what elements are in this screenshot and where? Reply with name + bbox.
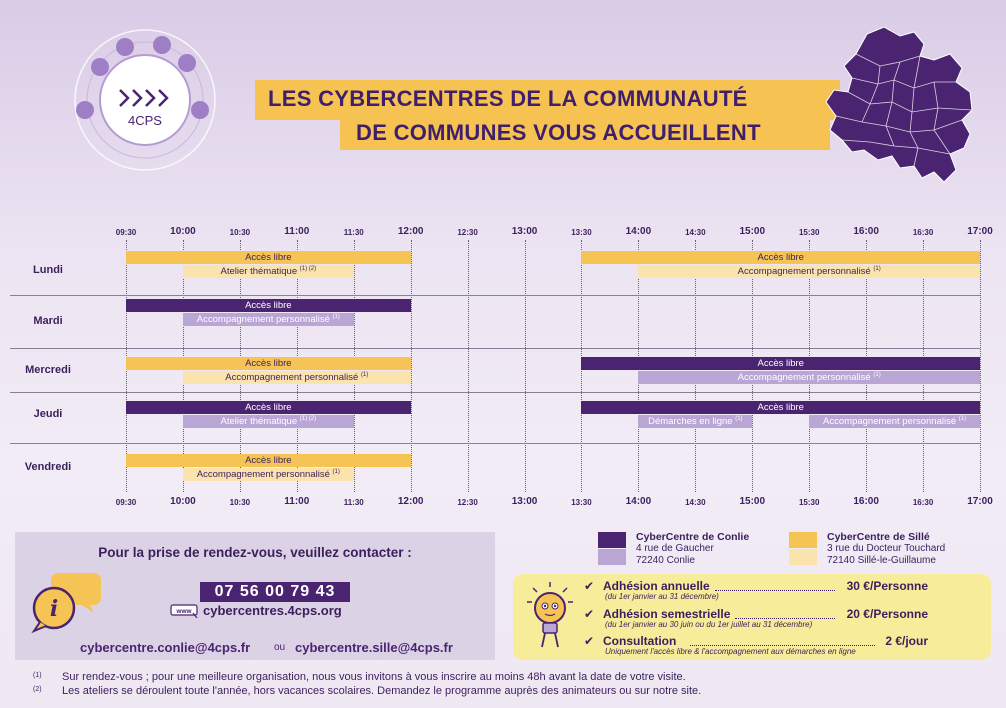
schedule-bar-note: (1) bbox=[735, 416, 743, 422]
schedule-bar-note: (1) bbox=[873, 372, 881, 378]
legend-swatch-conlie-dark bbox=[598, 532, 626, 548]
pricing-leader bbox=[735, 618, 835, 619]
tick-top: 11:00 bbox=[284, 226, 310, 237]
legend-conlie-address1: 4 rue de Gaucher bbox=[636, 543, 714, 554]
lightbulb-mascot-icon bbox=[525, 580, 575, 652]
tick-top: 10:30 bbox=[229, 228, 251, 237]
schedule-bar bbox=[183, 265, 354, 278]
schedule-bar bbox=[126, 454, 411, 467]
tick-bottom: 12:00 bbox=[397, 496, 424, 507]
schedule-bar-label: Accès libre bbox=[757, 358, 804, 369]
logo-text: 4CPS bbox=[128, 113, 162, 128]
schedule-bar-label: Accès libre bbox=[245, 455, 292, 466]
schedule-bar bbox=[581, 357, 980, 370]
schedule-bar-label: Accès libre bbox=[245, 358, 292, 369]
footnote-mark: (1) bbox=[33, 672, 42, 679]
tick-bottom: 11:00 bbox=[284, 496, 310, 507]
schedule-bar-note: (1) bbox=[873, 266, 881, 272]
schedule-bar-note: (1) bbox=[958, 416, 967, 422]
or-separator: ou bbox=[274, 642, 286, 653]
legend-conlie-name: CyberCentre de Conlie bbox=[636, 531, 750, 543]
tick-bottom: 15:00 bbox=[739, 496, 766, 507]
tick-bottom: 11:30 bbox=[343, 498, 364, 507]
schedule-bar bbox=[638, 415, 752, 428]
schedule-bar-label: Accompagnement personnalisé bbox=[196, 469, 330, 480]
check-icon: ✔ bbox=[584, 579, 595, 593]
day-separator bbox=[10, 348, 980, 349]
tick-top: 14:00 bbox=[625, 226, 652, 237]
schedule-bar-note: (1) bbox=[360, 372, 369, 378]
www-badge: www bbox=[176, 608, 192, 615]
pricing-price: 30 €/Personne bbox=[846, 579, 928, 593]
tick-top: 14:30 bbox=[685, 228, 706, 237]
globe-www-icon bbox=[170, 604, 200, 618]
legend-sille-address1: 3 rue du Docteur Touchard bbox=[827, 543, 946, 554]
tick-top: 16:00 bbox=[853, 226, 879, 237]
phone-number[interactable]: 07 56 00 79 43 bbox=[214, 583, 336, 600]
schedule-bar bbox=[183, 468, 354, 481]
schedule-bar-note: (1) bbox=[332, 314, 340, 320]
schedule-bar-label: Atelier thématique bbox=[220, 416, 298, 427]
pricing-leader bbox=[715, 590, 835, 591]
time-gridline bbox=[980, 240, 981, 492]
tick-top: 12:30 bbox=[457, 228, 478, 237]
legend-sille-address2: 72140 Sillé-le-Guillaume bbox=[827, 555, 936, 566]
tick-top: 16:30 bbox=[912, 228, 934, 237]
schedule-bar-label: Atelier thématique bbox=[220, 266, 298, 277]
schedule-bar-label: Accompagnement personnalisé bbox=[225, 372, 359, 383]
tick-bottom: 16:00 bbox=[853, 496, 879, 507]
pricing-note: (du 1er janvier au 31 décembre) bbox=[605, 592, 719, 601]
schedule-bar bbox=[638, 371, 980, 384]
pricing-label: Adhésion semestrielle bbox=[603, 607, 731, 621]
schedule-bar-note: (1) (2) bbox=[299, 416, 317, 422]
tick-bottom: 14:30 bbox=[685, 498, 706, 507]
legend-swatch-conlie-light bbox=[598, 549, 626, 565]
tick-bottom: 10:00 bbox=[170, 496, 196, 507]
schedule-bar-label: Accès libre bbox=[757, 402, 804, 413]
email-sille-link[interactable]: cybercentre.sille@4cps.fr bbox=[295, 640, 453, 655]
pricing-price: 20 €/Personne bbox=[846, 607, 928, 621]
schedule-bar bbox=[809, 415, 980, 428]
tick-top: 12:00 bbox=[397, 226, 424, 237]
tick-top: 17:00 bbox=[967, 226, 993, 237]
footnote-text: Les ateliers se déroulent toute l'année, hors vacances scolaires. Demandez le programme auprès des animateurs ou sur notre site. bbox=[62, 685, 702, 697]
pricing-label: Consultation bbox=[603, 634, 677, 648]
tick-top: 10:00 bbox=[170, 226, 196, 237]
day-label: Jeudi bbox=[33, 408, 63, 420]
pricing-note: Uniquement l'accès libre & l'accompagnement aux démarches en ligne bbox=[605, 647, 856, 656]
schedule-bar bbox=[581, 251, 980, 264]
pricing-note: (du 1er janvier au 30 juin ou du 1er juillet au 31 décembre) bbox=[605, 620, 813, 629]
schedule-bar bbox=[183, 415, 354, 428]
tick-bottom: 16:30 bbox=[912, 498, 934, 507]
schedule-bar bbox=[183, 371, 411, 384]
email-conlie-link[interactable]: cybercentre.conlie@4cps.fr bbox=[80, 640, 251, 655]
pricing-label: Adhésion annuelle bbox=[603, 579, 710, 593]
tick-top: 11:30 bbox=[343, 228, 364, 237]
tick-bottom: 10:30 bbox=[229, 498, 251, 507]
day-label: Vendredi bbox=[24, 461, 72, 473]
legend-swatch-sille-dark bbox=[789, 532, 817, 548]
day-separator bbox=[10, 392, 980, 393]
time-gridline bbox=[411, 240, 412, 492]
tick-top: 13:30 bbox=[571, 228, 592, 237]
schedule-bar bbox=[581, 401, 980, 414]
legend-sille-name: CyberCentre de Sillé bbox=[827, 531, 930, 543]
tick-top: 15:30 bbox=[798, 228, 820, 237]
schedule-bar bbox=[183, 313, 354, 326]
legend-conlie-address2: 72240 Conlie bbox=[636, 555, 695, 566]
schedule-bar-label: Accompagnement personnalisé bbox=[737, 266, 871, 277]
check-icon: ✔ bbox=[584, 634, 595, 648]
schedule-bar bbox=[126, 401, 411, 414]
pricing-leader bbox=[690, 645, 875, 646]
schedule-bar-note: (1) (2) bbox=[299, 266, 317, 272]
legend-swatch-sille-light bbox=[789, 549, 817, 565]
time-gridline bbox=[525, 240, 526, 492]
schedule-bar-label: Accompagnement personnalisé bbox=[737, 372, 871, 383]
day-label: Lundi bbox=[33, 264, 63, 276]
schedule-bar-label: Accès libre bbox=[245, 300, 292, 311]
tick-top: 09:30 bbox=[115, 228, 137, 237]
schedule-bar-label: Accompagnement personnalisé bbox=[196, 314, 330, 325]
day-label: Mercredi bbox=[25, 364, 71, 376]
day-label: Mardi bbox=[33, 315, 63, 327]
schedule-bar-label: Accès libre bbox=[757, 252, 804, 263]
schedule-bar-note: (1) bbox=[332, 469, 340, 475]
tick-bottom: 14:00 bbox=[625, 496, 652, 507]
schedule-bar-label: Accès libre bbox=[245, 402, 292, 413]
website-link[interactable]: cybercentres.4cps.org bbox=[203, 603, 342, 618]
schedule-bar bbox=[126, 299, 411, 312]
day-separator bbox=[10, 295, 980, 296]
schedule-bar bbox=[126, 251, 411, 264]
schedule-bar bbox=[638, 265, 980, 278]
info-speech-bubble-icon bbox=[28, 568, 103, 633]
pricing-price: 2 €/jour bbox=[885, 634, 928, 648]
day-separator bbox=[10, 443, 980, 444]
tick-bottom: 17:00 bbox=[967, 496, 993, 507]
tick-bottom: 13:30 bbox=[571, 498, 592, 507]
schedule-bar-label: Accompagnement personnalisé bbox=[823, 416, 957, 427]
tick-bottom: 09:30 bbox=[115, 498, 137, 507]
footnote-text: Sur rendez-vous ; pour une meilleure organisation, nous vous invitons à vous inscrire au moins 48h avant la date de votre visite. bbox=[62, 671, 686, 683]
page-title-line1: LES CYBERCENTRES DE LA COMMUNAUTÉ bbox=[268, 86, 748, 111]
contact-title: Pour la prise de rendez-vous, veuillez contacter : bbox=[98, 545, 412, 560]
tick-bottom: 15:30 bbox=[798, 498, 820, 507]
svg-text:i: i bbox=[49, 596, 59, 622]
schedule-bar bbox=[126, 357, 411, 370]
page-title-line2: DE COMMUNES VOUS ACCUEILLENT bbox=[356, 120, 761, 145]
check-icon: ✔ bbox=[584, 607, 595, 621]
schedule-bar-label: Accès libre bbox=[245, 252, 292, 263]
tick-bottom: 12:30 bbox=[457, 498, 478, 507]
schedule-bar-label: Démarches en ligne bbox=[648, 416, 733, 427]
tick-top: 15:00 bbox=[739, 226, 766, 237]
footnote-mark: (2) bbox=[33, 686, 42, 693]
time-gridline bbox=[468, 240, 469, 492]
tick-top: 13:00 bbox=[511, 226, 538, 237]
tick-bottom: 13:00 bbox=[511, 496, 538, 507]
